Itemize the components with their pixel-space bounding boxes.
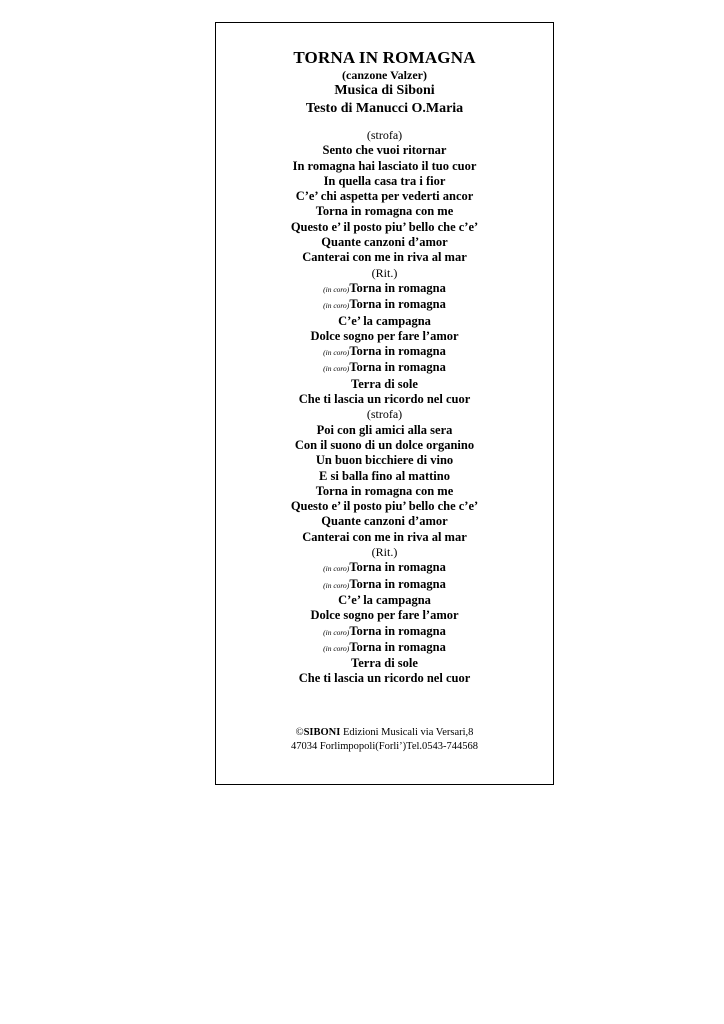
chorus-line [216,593,553,608]
chorus-line [216,560,553,576]
chorus-marker: (Rit.) [371,265,398,280]
lyric-line: Quante canzoni d’amor [321,514,448,529]
document-frame [215,22,554,785]
chorus-text: C’e’ la campagna [338,592,431,607]
publisher-footer [216,726,553,754]
chorus-text: Dolce sogno per fare l’amor [310,608,459,623]
chorus-line [216,640,553,656]
chorus-line [216,392,553,407]
chorus-text: Torna in romagna [349,560,446,575]
chorus-line [216,297,553,313]
lyric-line: Canterai con me in riva al mar [302,250,467,265]
chorus-line [216,360,553,376]
lyric-line: Torna in romagna con me [315,204,454,219]
lyric-line: Questo e’ il posto piu’ bello che c’e’ [290,219,479,234]
chorus-line [216,656,553,671]
in-coro-note: (in coro) [323,364,350,374]
in-coro-note: (in coro) [323,627,350,637]
lyric-line: Sento che vuoi ritornar [322,143,447,158]
chorus-line [216,344,553,360]
chorus-text: Torna in romagna [349,360,446,375]
chorus-text: Torna in romagna [349,639,446,654]
chorus-line [216,314,553,329]
chorus-line [216,377,553,392]
chorus-text: Che ti lascia un ricordo nel cuor [298,392,471,407]
lyric-line: In quella casa tra i fior [323,173,446,188]
chorus-text: Torna in romagna [349,623,446,638]
in-coro-note: (in coro) [323,643,350,653]
lyric-line: Torna in romagna con me [315,483,454,498]
lyric-line: E si balla fino al mattino [319,468,450,483]
chorus-text: Torna in romagna [349,297,446,312]
chorus-text: Terra di sole [351,376,418,391]
song-header [216,48,553,118]
verse-marker: (strofa) [366,128,403,142]
lyrics-body [216,128,553,687]
copyright-symbol: © [295,727,304,738]
music-credit: Musica di Siboni [334,83,435,98]
chorus-line [216,281,553,297]
publisher-line-2: 47034 Forlimpopoli(Forli’)Tel.0543-744568 [290,741,479,752]
chorus-line [216,671,553,686]
chorus-line [216,577,553,593]
lyric-line: Poi con gli amici alla sera [316,422,453,437]
in-coro-note: (in coro) [323,301,350,311]
chorus-text: Che ti lascia un ricordo nel cuor [298,671,471,686]
chorus-text: Dolce sogno per fare l’amor [310,328,459,343]
chorus-line [216,624,553,640]
in-coro-note: (in coro) [323,348,350,358]
lyric-line: Quante canzoni d’amor [321,235,448,250]
publisher-line-1 [216,726,553,740]
lyrics-credit: Testo di Manucci O.Maria [305,101,464,116]
publisher-brand: SIBONI [303,727,341,738]
lyric-line: C’e’ chi aspetta per vederti ancor [295,189,474,204]
chorus-line [216,608,553,623]
song-subtitle: (canzone Valzer) [342,68,427,82]
chorus-text: C’e’ la campagna [338,313,431,328]
lyric-line: Con il suono di un dolce organino [294,437,475,452]
publisher-address: Edizioni Musicali via Versari,8 [340,727,474,738]
chorus-marker: (Rit.) [371,545,398,560]
chorus-text: Torna in romagna [349,280,446,295]
lyric-line: Questo e’ il posto piu’ bello che c’e’ [290,499,479,514]
in-coro-note: (in coro) [323,284,350,294]
chorus-text: Torna in romagna [349,344,446,359]
lyric-line: Un buon bicchiere di vino [315,453,454,468]
chorus-text: Terra di sole [351,656,418,671]
chorus-text: Torna in romagna [349,576,446,591]
verse-marker: (strofa) [366,407,403,422]
in-coro-note: (in coro) [323,580,350,590]
lyric-line: Canterai con me in riva al mar [302,529,467,544]
lyric-line: In romagna hai lasciato il tuo cuor [292,158,477,173]
song-title: TORNA IN ROMAGNA [293,48,476,67]
chorus-line [216,329,553,344]
in-coro-note: (in coro) [323,564,350,574]
